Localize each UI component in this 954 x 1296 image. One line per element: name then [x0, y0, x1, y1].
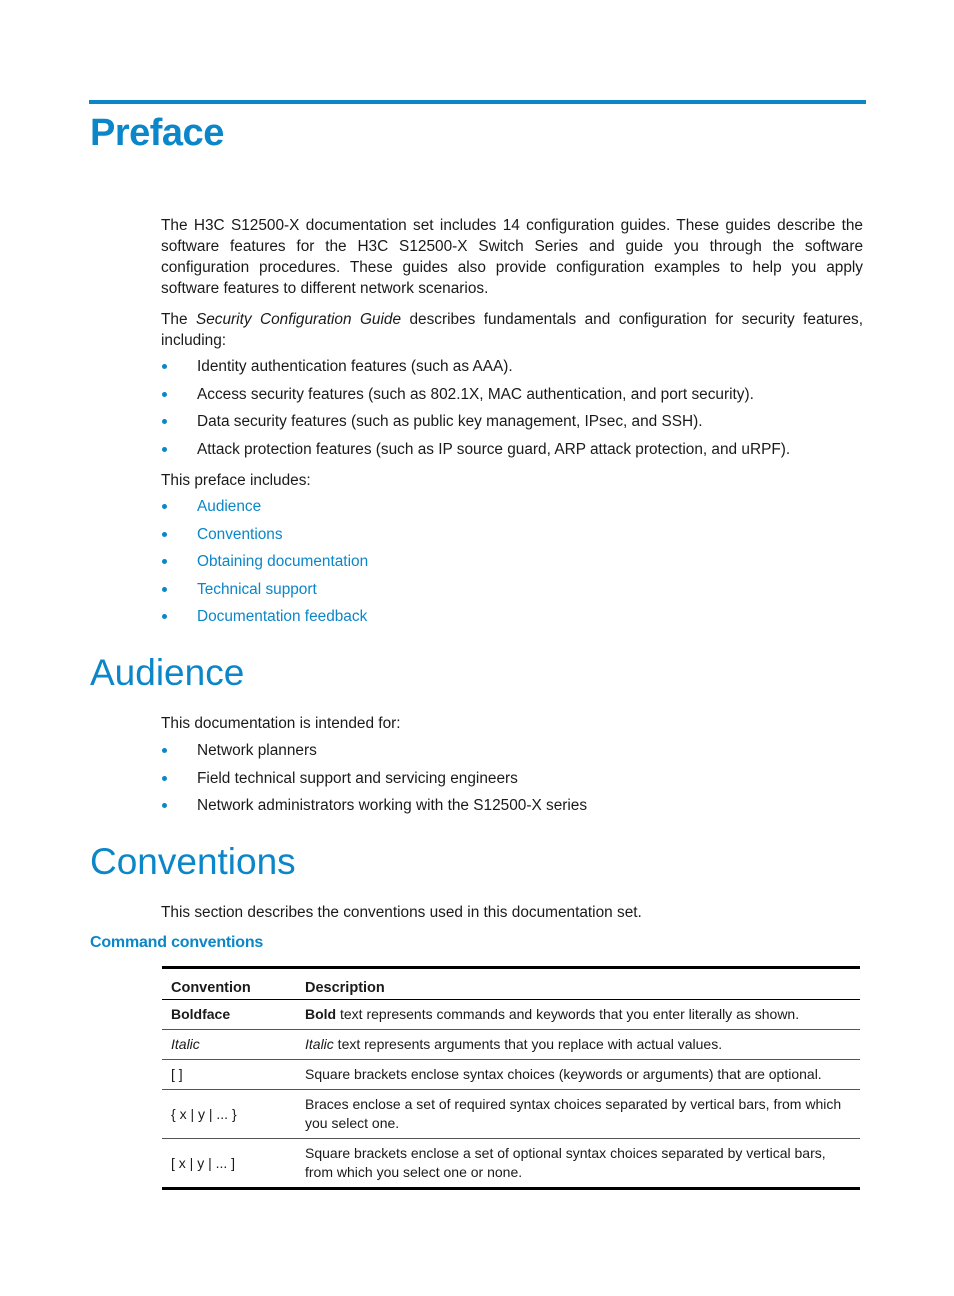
- intro-text: The H3C S12500-X documentation set includes 14 configuration guides. These guides describe the software features for the H3C S12500-X Switch Series and guide you through the software configuration procedures. These guides also provide configuration examples to help you apply software features to different network scenarios.: [161, 217, 863, 297]
- convention-cell: Italic: [171, 1036, 200, 1052]
- bullet-icon: [162, 776, 167, 781]
- audience-heading: Audience: [90, 652, 245, 693]
- toc-item-obtaining-documentation[interactable]: [161, 552, 368, 580]
- preface-guide-paragraph: [161, 309, 863, 351]
- includes-text: This preface includes:: [161, 472, 311, 489]
- toc-item-technical-support[interactable]: [161, 580, 368, 608]
- toc-link-obtaining-documentation[interactable]: Obtaining documentation: [197, 553, 369, 571]
- column-header-description: Description: [296, 968, 860, 1000]
- bullet-icon: [162, 532, 167, 537]
- table-row: [162, 1090, 860, 1139]
- list-item: Identity authentication features (such as AAA).: [161, 357, 790, 385]
- description-cell: Bold text represents commands and keywords that you enter literally as shown.: [296, 1000, 860, 1030]
- table-header-row: [162, 968, 860, 1000]
- description-cell: Square brackets enclose a set of optional syntax choices separated by vertical bars, from which you select one or none.: [296, 1139, 860, 1189]
- list-item: Network administrators working with the S12500-X series: [161, 796, 587, 824]
- bullet-icon: [162, 559, 167, 564]
- bullet-icon: [162, 419, 167, 424]
- bullet-icon: [162, 748, 167, 753]
- conventions-intro-paragraph: [161, 902, 863, 923]
- conventions-heading: Conventions: [90, 841, 296, 882]
- bullet-icon: [162, 803, 167, 808]
- list-item: Field technical support and servicing engineers: [161, 769, 587, 797]
- audience-intro-paragraph: [161, 713, 863, 734]
- guide-title: Security Configuration Guide: [195, 311, 402, 328]
- table-row: [162, 1000, 860, 1030]
- table-row: [162, 1139, 860, 1189]
- table-row: [162, 1060, 860, 1090]
- bullet-icon: [162, 447, 167, 452]
- convention-cell: Boldface: [171, 1006, 231, 1022]
- guide-text-before: The: [161, 311, 196, 328]
- conventions-intro-text: This section describes the conventions used in this documentation set.: [161, 904, 642, 921]
- convention-cell: [ ]: [162, 1060, 296, 1090]
- convention-cell: { x | y | ... }: [162, 1090, 296, 1139]
- preface-intro-paragraph: [161, 215, 863, 299]
- bullet-icon: [162, 587, 167, 592]
- toc-link-technical-support[interactable]: Technical support: [197, 580, 317, 598]
- preface-includes-paragraph: [161, 470, 863, 491]
- description-cell: Italic text represents arguments that you replace with actual values.: [296, 1030, 860, 1060]
- toc-item-conventions[interactable]: [161, 525, 368, 553]
- toc-link-conventions[interactable]: Conventions: [197, 525, 283, 543]
- guide-text-after: describes fundamentals and configuration for security features, including:: [161, 311, 863, 349]
- bullet-icon: [162, 364, 167, 369]
- list-item: Access security features (such as 802.1X, MAC authentication, and port security).: [161, 385, 790, 413]
- description-cell: Braces enclose a set of required syntax choices separated by vertical bars, from which you select one.: [296, 1090, 860, 1139]
- feature-list: [161, 357, 790, 467]
- toc-item-documentation-feedback[interactable]: [161, 607, 368, 635]
- toc-link-list: [161, 497, 368, 635]
- toc-item-audience[interactable]: [161, 497, 368, 525]
- list-item: Attack protection features (such as IP source guard, ARP attack protection, and uRPF).: [161, 440, 790, 468]
- audience-intro-text: This documentation is intended for:: [161, 715, 401, 732]
- command-conventions-table: [162, 966, 860, 1190]
- audience-list: [161, 741, 587, 824]
- list-item: Data security features (such as public key management, IPsec, and SSH).: [161, 412, 790, 440]
- command-conventions-heading: Command conventions: [90, 934, 264, 951]
- bullet-icon: [162, 614, 167, 619]
- chapter-title: Preface: [90, 112, 224, 154]
- table-row: [162, 1030, 860, 1060]
- bullet-icon: [162, 504, 167, 509]
- list-item: Network planners: [161, 741, 587, 769]
- bullet-icon: [162, 392, 167, 397]
- convention-cell: [ x | y | ... ]: [162, 1139, 296, 1189]
- description-cell: Square brackets enclose syntax choices (keywords or arguments) that are optional.: [296, 1060, 860, 1090]
- column-header-convention: Convention: [162, 968, 296, 1000]
- toc-link-audience[interactable]: Audience: [197, 498, 262, 515]
- toc-link-documentation-feedback[interactable]: Documentation feedback: [197, 608, 368, 626]
- chapter-top-rule: [89, 100, 866, 104]
